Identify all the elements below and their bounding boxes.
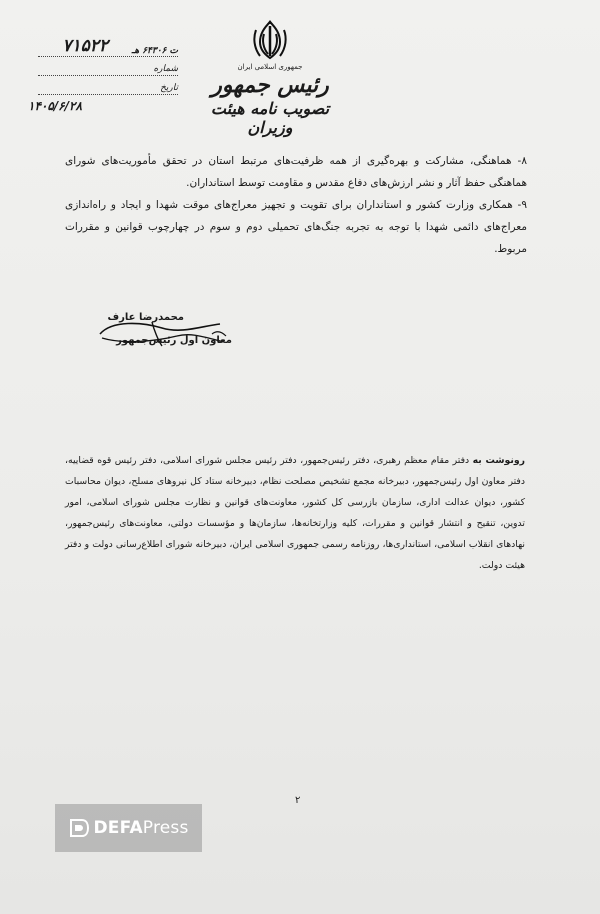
cc-label: رونوشت به	[472, 455, 525, 466]
date-label: تاریخ	[160, 83, 178, 93]
date-row	[28, 97, 178, 113]
watermark-suffix: Press	[142, 818, 189, 838]
clause-9: ۹- همکاری وزارت کشور و استانداران برای تقویت و تجهیز معراج‌های موقت شهدا و ایجاد و راه‌اندازی معراج‌های دائمی شهدا با توجه به تجربه جنگ‌های تحمیلی دوم و سوم در چهارچوب قوانین و مقررات مربوط.	[65, 199, 527, 255]
document-date: ۱۴۰۵/۶/۲۸	[28, 99, 82, 113]
signature-block	[92, 312, 232, 362]
page-number: ۲	[295, 795, 301, 806]
letterhead	[210, 18, 330, 137]
defa-logo-icon	[68, 817, 90, 839]
date-label-row	[38, 78, 178, 95]
number-label: شماره	[153, 64, 178, 74]
document-metadata	[28, 36, 178, 115]
watermark-brand: DEFA	[93, 818, 143, 838]
resolution-body	[65, 150, 527, 260]
clause-8: ۸- هماهنگی، مشارکت و بهره‌گیری از همه ظرفیت‌های مرتبط استان در تحقق مأموریت‌های شورای هماهنگی حفظ آثار و نشر ارزش‌های دفاع مقدس و مقاومت توسط استانداران.	[65, 155, 527, 189]
cabinet-title: تصویب نامه هیئت وزیران	[210, 99, 330, 137]
signatory-name: محمدرضا عارف	[107, 312, 184, 323]
reference-number: ت ۶۴۳۰۶ هـ	[131, 46, 178, 56]
cc-recipients: دفتر مقام معظم رهبری، دفتر رئیس‌جمهور، دفتر رئیس مجلس شورای اسلامی، دفتر رئیس قوه قضاییه، دفتر معاون اول رئیس‌جمهور، دبیرخانه مجمع تشخیص مصلحت نظام، دبیرخانه ستاد کل نیروهای مسلح، دیوان محاسبات کشور، دیوان عدالت اداری، سازمان بازرسی کل کشور، معاونت‌های قوانین و نظارت مجلس شورای اسلامی، امور تدوین، تنقیح و انتشار قوانین و مقررات، کلیه وزارتخانه‌ها، سازمان‌ها و مؤسسات دولتی، معاونت‌های رئیس‌جمهور، نهادهای انقلاب اسلامی، استانداری‌ها، روزنامه رسمی جمهوری اسلامی ایران، دبیرخانه شورای اطلاع‌رسانی دولت و دفتر هیئت دولت.	[65, 455, 525, 571]
signatory-title: معاون اول رئیس‌جمهور	[116, 335, 232, 346]
republic-line: جمهوری اسلامی ایران	[237, 63, 303, 71]
carbon-copy-list	[65, 450, 525, 576]
document-number: ۷۱۵۲۲	[62, 36, 108, 56]
defa-press-watermark	[55, 804, 202, 852]
number-row	[38, 38, 178, 57]
iran-emblem-icon	[250, 18, 290, 62]
presidency-title: رئیس جمهور	[211, 72, 329, 98]
number-label-row	[38, 59, 178, 76]
